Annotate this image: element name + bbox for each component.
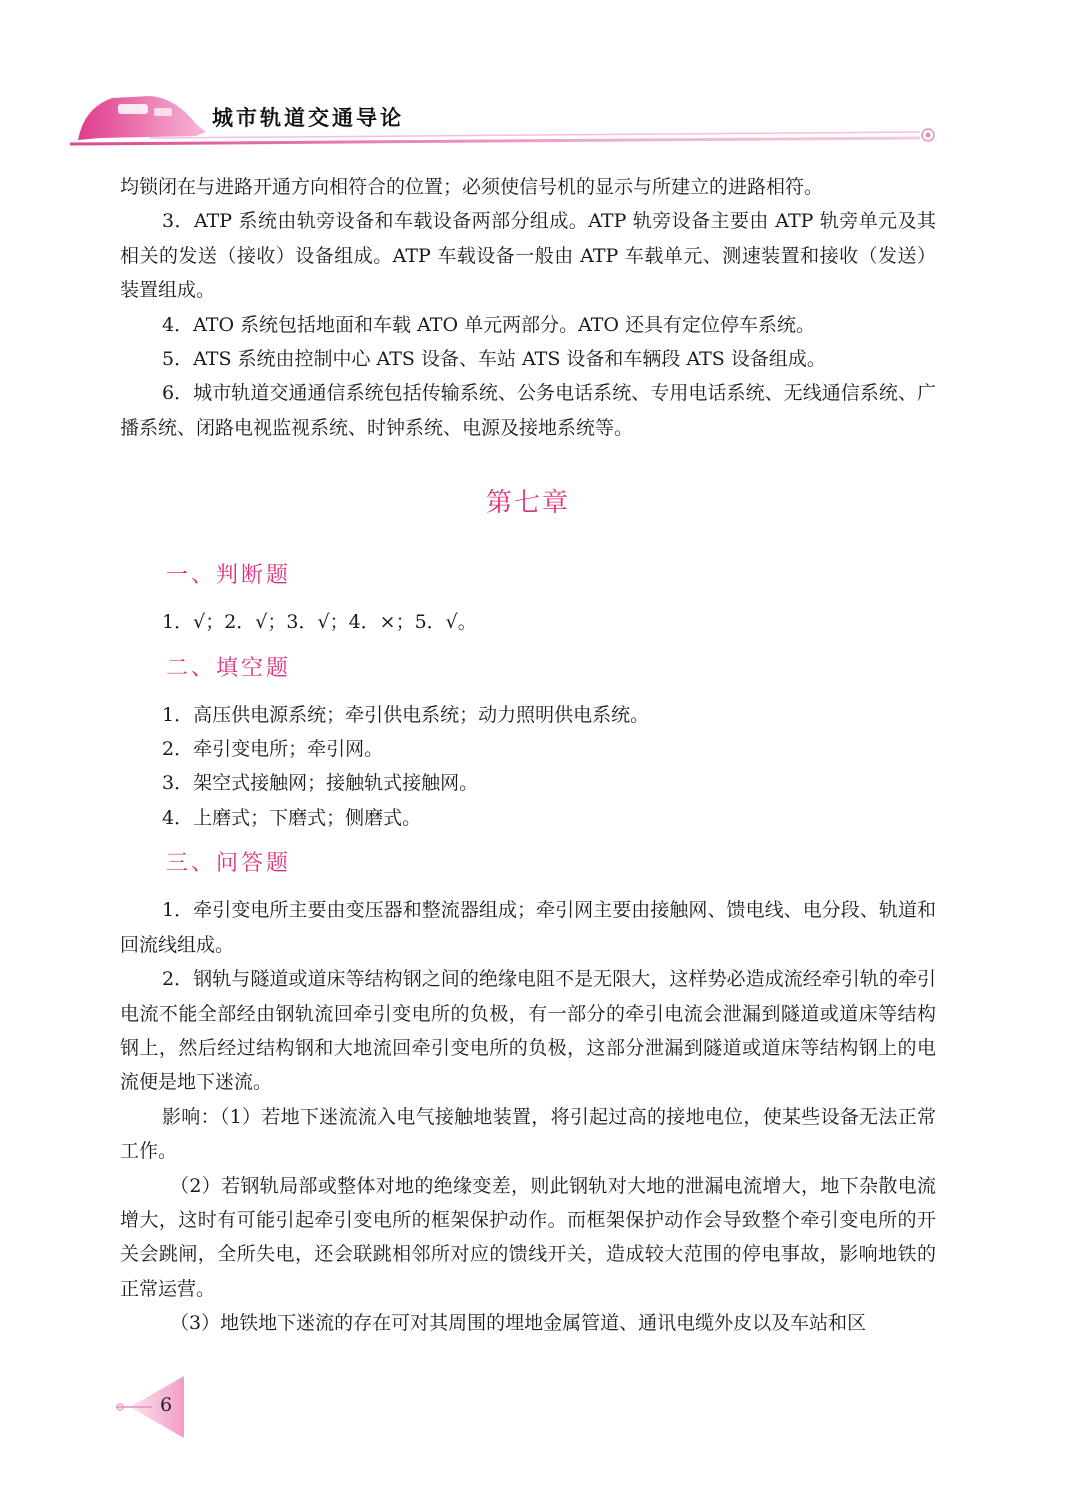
- book-title: 城市轨道交通导论: [212, 106, 404, 130]
- list-item: 3．架空式接触网；接触轨式接触网。: [162, 772, 479, 795]
- qa-paragraph-impact-3: （3）地铁地下迷流的存在可对其周围的埋地金属管道、通讯电缆外皮以及车站和区: [170, 1312, 867, 1335]
- intro-item-5: 5．ATS 系统由控制中心 ATS 设备、车站 ATS 设备和车辆段 ATS 设备组成。: [162, 348, 826, 371]
- continued-paragraph: 均锁闭在与进路开通方向相符合的位置；必须使信号机的显示与所建立的进路相符。: [120, 176, 824, 198]
- qa-paragraph-2: 2．钢轨与隧道或道床等结构钢之间的绝缘电阻不是无限大，这样势必造成流经牵引轨的牵引电流不能全部经由钢轨流回牵引变电所的负极，有一部分的牵引电流会泄漏到隧道或道床等结构钢上，然后经过结构钢和大地流回牵引变电所的负极，这部分泄漏到隧道或道床等结构钢上的电流便是地下迷流。: [120, 968, 936, 1094]
- list-item: 2．牵引变电所；牵引网。: [162, 738, 384, 761]
- list-item: 4．上磨式；下磨式；侧磨式。: [162, 806, 422, 829]
- intro-item-4: 4．ATO 系统包括地面和车载 ATO 单元两部分。ATO 还具有定位停车系统。: [162, 313, 816, 336]
- chapter-title: 第七章: [485, 488, 570, 519]
- true-false-answers: 1．√；2．√；3．√；4．×；5．√。: [162, 611, 477, 634]
- section-title-true-false: 一、判断题: [166, 563, 292, 589]
- page-header: [0, 80, 1083, 160]
- page-number: 6: [160, 1394, 173, 1416]
- intro-item-3: 3．ATP 系统由轨旁设备和车载设备两部分组成。ATP 轨旁设备主要由 ATP 轨旁单元及其相关的发送（接收）设备组成。ATP 车载设备一般由 ATP 车载单元、测速装置和接收（发送）装置组成。: [120, 210, 936, 302]
- qa-paragraph-impact: 影响：（1）若地下迷流流入电气接触地装置，将引起过高的接地电位，使某些设备无法正常工作。: [120, 1105, 936, 1163]
- page-content: [120, 170, 936, 1341]
- list-item: 1．高压供电源系统；牵引供电系统；动力照明供电系统。: [162, 703, 650, 726]
- intro-item-6: 6．城市轨道交通通信系统包括传输系统、公务电话系统、专用电话系统、无线通信系统、广播系统、闭路电视监视系统、时钟系统、电源及接地系统等。: [120, 382, 936, 439]
- page-number-badge: [112, 1372, 202, 1442]
- section-title-fill-blank: 二、填空题: [166, 655, 292, 681]
- qa-paragraph-impact-2: （2）若钢轨局部或整体对地的绝缘变差，则此钢轨对大地的泄漏电流增大，地下杂散电流增大，这时有可能引起牵引变电所的框架保护动作。而框架保护动作会导致整个牵引变电所的开关会跳闸，全所失电，还会联跳相邻所对应的馈线开关，造成较大范围的停电事故，影响地铁的正常运营。: [120, 1174, 936, 1300]
- train-icon: [78, 96, 206, 140]
- train-banner-graphic: [0, 80, 1083, 160]
- qa-paragraph-1: 1．牵引变电所主要由变压器和整流器组成；牵引网主要由接触网、馈电线、电分段、轨道和回流线组成。: [120, 899, 936, 956]
- fill-blank-list: [120, 698, 936, 836]
- section-title-qa: 三、问答题: [166, 851, 292, 877]
